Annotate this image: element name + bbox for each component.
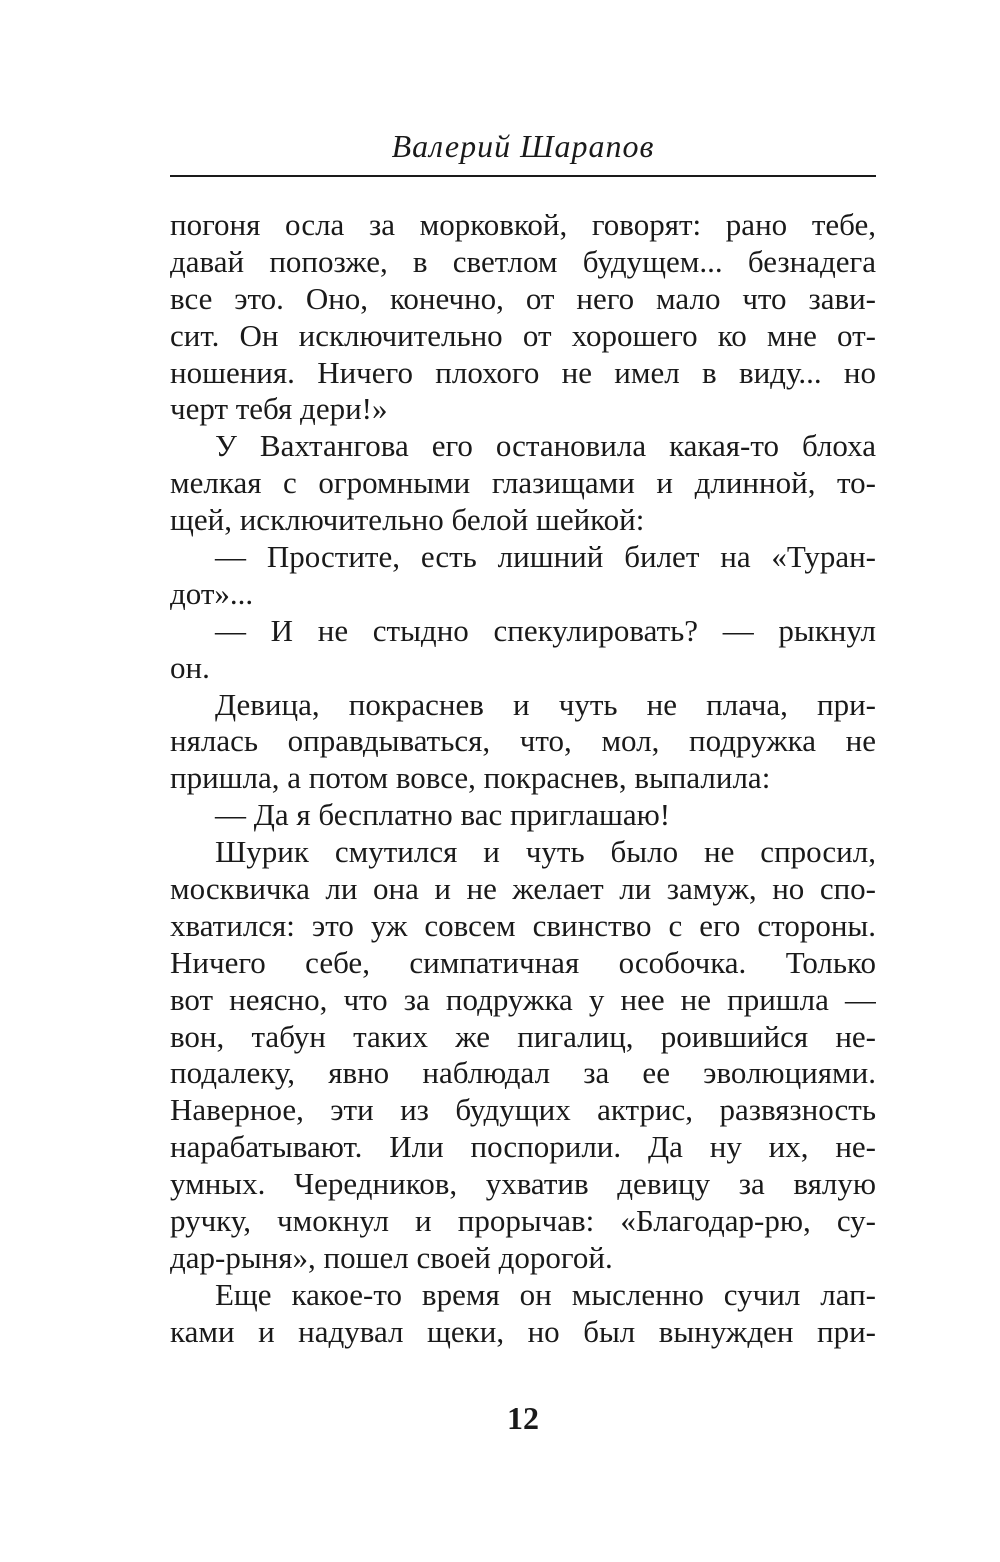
text-line: ручку, чмокнул и прорычав: «Благодар-рю, су- xyxy=(170,1203,876,1239)
text-line: хватился: это уж совсем свинство с его стороны. xyxy=(170,907,876,943)
text-line: дот»... xyxy=(170,575,254,611)
body-text xyxy=(170,207,876,1351)
text-line: — Простите, есть лишний билет на «Туран- xyxy=(215,539,876,575)
text-line: ношения. Ничего плохого не имел в виду... но xyxy=(170,354,876,390)
text-line: вон, табун таких же пигалиц, роившийся не- xyxy=(170,1018,876,1054)
text-line: Еще какое-то время он мысленно сучил лап- xyxy=(215,1276,876,1312)
text-line: нялась оправдываться, что, мол, подружка не xyxy=(170,723,876,759)
text-line: погоня осла за морковкой, говорят: рано тебе, xyxy=(170,207,876,242)
running-head-author: Валерий Шарапов xyxy=(391,128,655,164)
text-line: пришла, а потом вовсе, покраснев, выпалила: xyxy=(170,760,771,796)
text-line: Наверное, эти из будущих актрис, развязность xyxy=(170,1092,876,1128)
text-line: давай попозже, в светлом будущем... безнадега xyxy=(170,243,876,279)
text-line: все это. Оно, конечно, от него мало что зави- xyxy=(170,280,876,316)
text-line: нарабатывают. Или поспорили. Да ну их, не- xyxy=(170,1129,876,1165)
text-line: Девица, покраснев и чуть не плача, при- xyxy=(215,686,876,722)
text-line: щей, исключительно белой шейкой: xyxy=(170,502,645,538)
text-line: Ничего себе, симпатичная особочка. Только xyxy=(170,944,876,980)
text-line: Шурик смутился и чуть было не спросил, xyxy=(215,834,876,870)
text-line: москвичка ли она и не желает ли замуж, но спо- xyxy=(170,871,876,907)
text-line: подалеку, явно наблюдал за ее эволюциями. xyxy=(170,1055,876,1091)
text-line: — Да я бесплатно вас приглашаю! xyxy=(215,797,671,833)
text-line: вот неясно, что за подружка у нее не пришла — xyxy=(170,981,876,1017)
text-line: ками и надувал щеки, но был вынужден при- xyxy=(170,1313,876,1349)
text-line: мелкая с огромными глазищами и длинной, то- xyxy=(170,465,876,501)
page-number: 12 xyxy=(507,1400,539,1436)
text-line: сит. Он исключительно от хорошего ко мне от- xyxy=(170,317,876,353)
header-rule xyxy=(170,175,876,177)
text-line: он. xyxy=(170,649,210,685)
text-line: черт тебя дери!» xyxy=(170,391,388,427)
text-line: — И не стыдно спекулировать? — рыкнул xyxy=(215,612,876,648)
text-line: умных. Чередников, ухватив девицу за вялую xyxy=(170,1166,876,1202)
text-line: У Вахтангова его остановила какая-то блоха xyxy=(215,428,876,464)
text-line: дар-рыня», пошел своей дорогой. xyxy=(170,1239,613,1275)
